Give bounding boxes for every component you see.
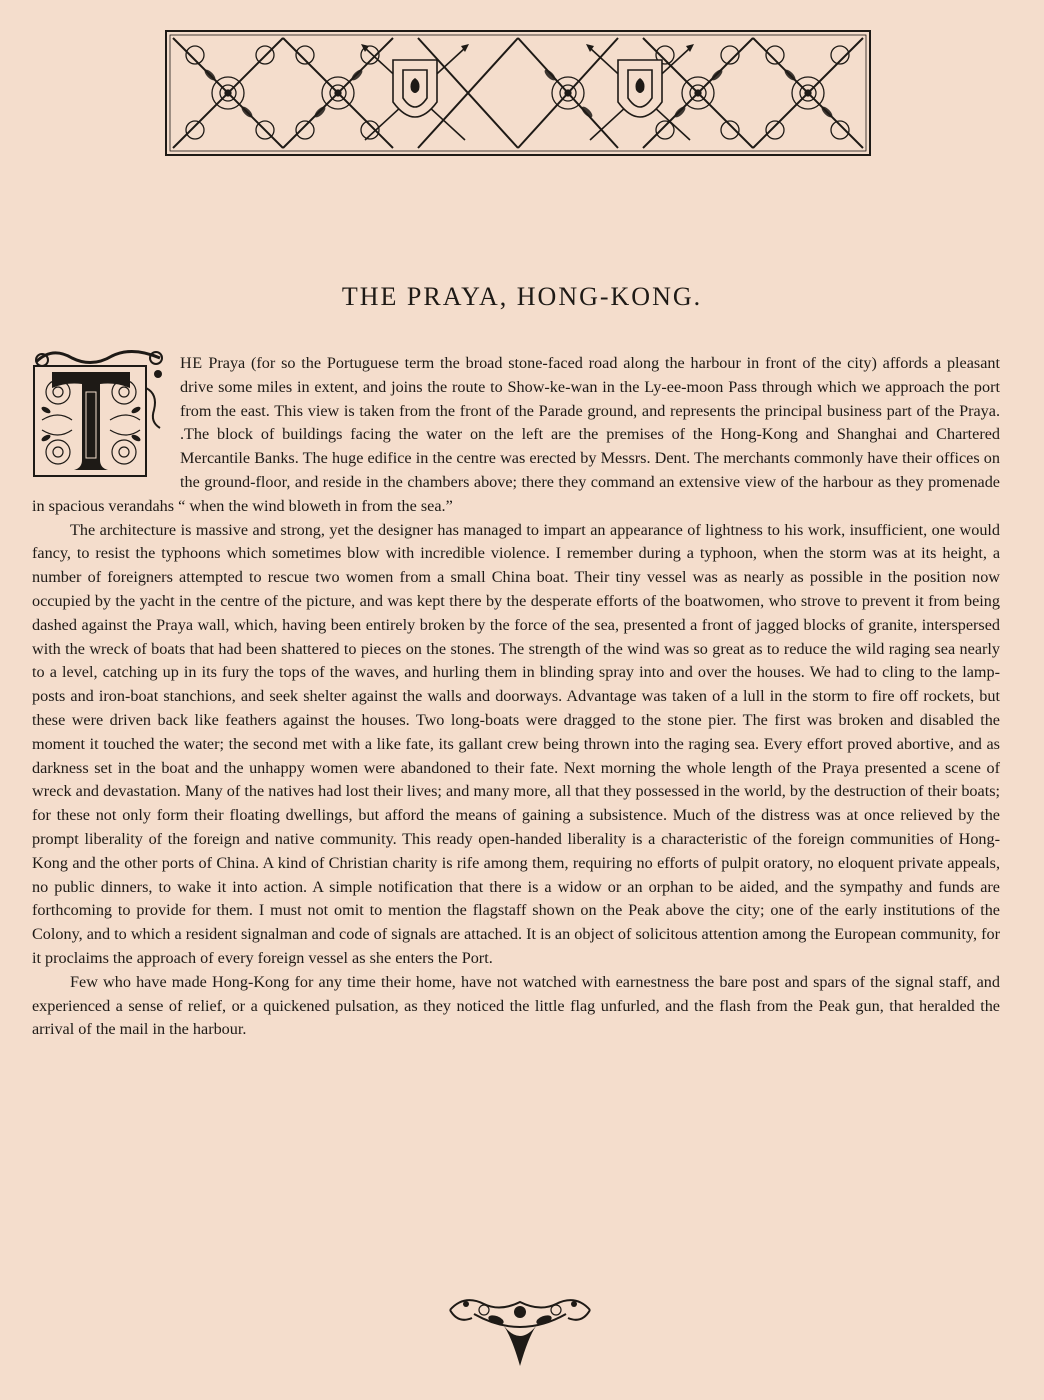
floral-header-ornament <box>165 30 871 156</box>
drop-cap-remainder: HE <box>180 354 203 372</box>
paragraph-1 <box>32 352 1000 519</box>
paragraph-2: The architecture is massive and strong, yet the designer has managed to impart an appearance of lightness to his work, insufficient, one would fancy, to resist the typhoons which sometimes blow with incredible violence. I remember during a typhoon, when the storm was at its height, a number of foreigners attempted to rescue two women from a small China boat. Their tiny vessel was as nearly as possible in the position now occupied by the yacht in the centre of the picture, and was kept there by the desperate efforts of the boatwomen, who strove to prevent it from being dashed against the Praya wall, which, having been entirely broken by the force of the sea, presented a front of jagged blocks of granite, interspersed with the wreck of boats that had been shattered to pieces on the stones. The strength of the wind was so great as to reduce the wild raging sea nearly to a level, catching up in its fury the tops of the waves, and hurling them in blinding spray into and over the houses. We had to cling to the lamp-posts and iron-boat stanchions, and seek shelter against the walls and doorways. Advantage was taken of a lull in the storm to fire off rockets, but these were driven back like feathers against the houses. Two long-boats were dragged to the stone pier. The first was broken and disabled the moment it touched the water; the second met with a like fate, its gallant crew being thrown into the raging sea. Every effort proved abortive, and as darkness set in the boat and the unhappy women were abandoned to their fate. Next morning the whole length of the Praya presented a scene of wreck and devastation. Many of the natives had lost their lives; and many more, all that they possessed in the world, by the destruction of their boats; for these not only form their floating dwellings, but afford the means of gaining a subsistence. Much of the distress was at once relieved by the prompt liberality of the foreign and native community. This ready open-handed liberality is a characteristic of the foreign communities of Hong-Kong and the other ports of China. A kind of Christian charity is rife among them, requiring no efforts of pulpit oratory, no eloquent private appeals, no public dinners, to wake it into action. A simple notification that there is a widow or an orphan to be aided, and the sympathy and funds are forthcoming to provide for them. I must not omit to mention the flagstaff shown on the Peak above the city; one of the early institutions of the Colony, and to which a resident signalman and code of signals are attached. It is an object of solicitous attention among the European community, for it proclaims the approach of every foreign vessel as she enters the Port. <box>32 520 1000 967</box>
paragraph-1-text: Praya (for so the Portuguese term the broad stone-faced road along the harbour in front of the city) affords a pleasant drive some miles in extent, and joins the route to Show-ke-wan in the Ly-ee-moon Pass through which we approach the port from the east. This view is taken from the front of the Parade ground, and represents the principal business part of the Praya. .The block of buildings facing the water on the left are the premises of the Hong-Kong and Shanghai and Chartered Mercantile Banks. The huge edifice in the centre was erected by Messrs. Dent. The merchants commonly have their offices on the ground-floor, and reside in the chambers above; there they command an extensive view of the harbour as they promenade in spacious verandahs “ when the wind bloweth in from the sea.” <box>32 354 1000 515</box>
page-title: THE PRAYA, HONG-KONG. <box>341 282 703 311</box>
floral-tailpiece-ornament <box>444 1290 596 1370</box>
article-body <box>32 352 1000 1042</box>
drop-cap-letter-t <box>32 348 164 480</box>
floral-drop-cap <box>32 348 164 480</box>
paragraph-3: Few who have made Hong-Kong for any time their home, have not watched with earnestness the bare post and spars of the signal staff, and experienced a sense of relief, or a quickened pulsation, as they noticed the little flag unfurled, and the flash from the Peak gun, that heralded the arrival of the mail in the harbour. <box>32 972 1000 1039</box>
